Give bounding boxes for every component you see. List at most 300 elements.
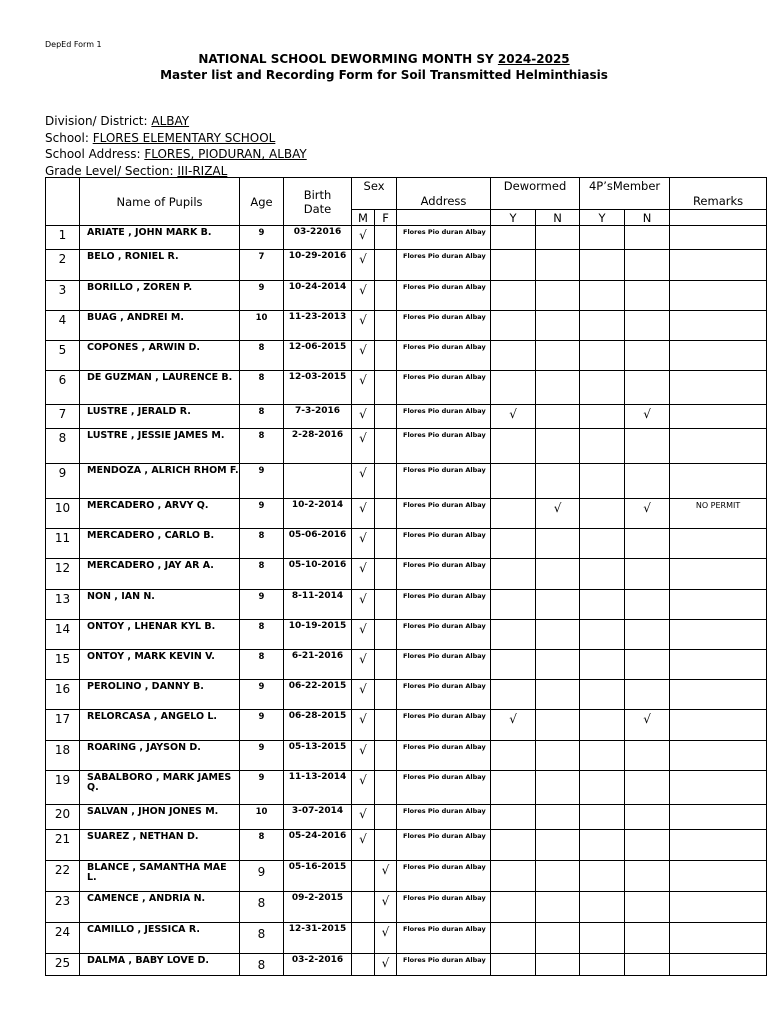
- fourps-yes: [580, 923, 625, 954]
- fourps-no: [625, 620, 670, 650]
- pupil-name: DALMA , BABY LOVE D.: [80, 954, 240, 976]
- fourps-no: [625, 830, 670, 861]
- table-row: [46, 464, 767, 499]
- table-row: [46, 954, 767, 976]
- birth-date: 05-10-2016: [284, 559, 352, 590]
- row-number: 19: [46, 771, 80, 805]
- header-4ps-no: N: [625, 210, 670, 226]
- fourps-no: [625, 371, 670, 405]
- sex-female: [375, 559, 397, 590]
- fourps-yes: [580, 429, 625, 464]
- sex-male: [352, 861, 375, 892]
- pupil-name: BELO , RONIEL R.: [80, 250, 240, 281]
- sex-female: [375, 405, 397, 429]
- remarks: [670, 371, 767, 405]
- sex-male: √: [352, 620, 375, 650]
- row-number: 4: [46, 311, 80, 341]
- table-row: [46, 529, 767, 559]
- table-row: [46, 250, 767, 281]
- birth-date: 11-13-2014: [284, 771, 352, 805]
- fourps-no: [625, 341, 670, 371]
- fourps-no: [625, 590, 670, 620]
- row-number: 20: [46, 805, 80, 830]
- remarks: [670, 281, 767, 311]
- birth-date: 10-19-2015: [284, 620, 352, 650]
- fourps-yes: [580, 529, 625, 559]
- table-row: [46, 861, 767, 892]
- row-number: 14: [46, 620, 80, 650]
- sex-female: [375, 620, 397, 650]
- fourps-yes: [580, 226, 625, 250]
- header-name: Name of Pupils: [80, 178, 240, 226]
- remarks: [670, 226, 767, 250]
- row-number: 6: [46, 371, 80, 405]
- pupil-name: ONTOY , LHENAR KYL B.: [80, 620, 240, 650]
- pupil-age: 8: [240, 830, 284, 861]
- fourps-yes: [580, 954, 625, 976]
- fourps-yes: [580, 311, 625, 341]
- sex-female: [375, 805, 397, 830]
- birth-date: 03-22016: [284, 226, 352, 250]
- dewormed-no: [536, 311, 580, 341]
- pupil-age: 9: [240, 710, 284, 741]
- pupil-address: Flores Pio duran Albay: [397, 529, 491, 559]
- pupil-address: Flores Pio duran Albay: [397, 771, 491, 805]
- dewormed-no: √: [536, 499, 580, 529]
- pupil-age: 8: [240, 341, 284, 371]
- sex-female: [375, 590, 397, 620]
- dewormed-no: [536, 892, 580, 923]
- pupil-age: 10: [240, 311, 284, 341]
- header-address: Address: [397, 178, 491, 210]
- fourps-no: [625, 741, 670, 771]
- table-row: [46, 923, 767, 954]
- pupil-age: 8: [240, 954, 284, 976]
- sex-female: [375, 429, 397, 464]
- fourps-no: [625, 311, 670, 341]
- pupil-name: NON , IAN N.: [80, 590, 240, 620]
- sex-male: √: [352, 371, 375, 405]
- fourps-yes: [580, 771, 625, 805]
- birth-date: 12-03-2015: [284, 371, 352, 405]
- table-row: [46, 429, 767, 464]
- fourps-no: √: [625, 405, 670, 429]
- header-dewormed: Dewormed: [491, 178, 580, 210]
- table-row: [46, 405, 767, 429]
- remarks: [670, 710, 767, 741]
- fourps-yes: [580, 620, 625, 650]
- pupil-age: 8: [240, 620, 284, 650]
- pupil-age: 8: [240, 529, 284, 559]
- remarks: NO PERMIT: [670, 499, 767, 529]
- fourps-yes: [580, 341, 625, 371]
- dewormed-yes: [491, 741, 536, 771]
- dewormed-no: [536, 529, 580, 559]
- pupil-age: 9: [240, 499, 284, 529]
- birth-date: 05-16-2015: [284, 861, 352, 892]
- pupil-address: Flores Pio duran Albay: [397, 650, 491, 680]
- pupil-address: Flores Pio duran Albay: [397, 805, 491, 830]
- form-label: DepEd Form 1: [45, 40, 102, 49]
- header-female: F: [375, 210, 397, 226]
- table-row: [46, 892, 767, 923]
- fourps-yes: [580, 499, 625, 529]
- pupil-age: 7: [240, 250, 284, 281]
- row-number: 15: [46, 650, 80, 680]
- header-dewormed-no: N: [536, 210, 580, 226]
- table-row: [46, 590, 767, 620]
- row-number: 3: [46, 281, 80, 311]
- dewormed-yes: [491, 226, 536, 250]
- dewormed-yes: [491, 281, 536, 311]
- dewormed-yes: [491, 620, 536, 650]
- dewormed-yes: √: [491, 405, 536, 429]
- pupil-address: Flores Pio duran Albay: [397, 371, 491, 405]
- dewormed-no: [536, 341, 580, 371]
- table-row: [46, 311, 767, 341]
- dewormed-yes: [491, 650, 536, 680]
- pupil-name: DE GUZMAN , LAURENCE B.: [80, 371, 240, 405]
- row-number: 9: [46, 464, 80, 499]
- pupil-address: Flores Pio duran Albay: [397, 861, 491, 892]
- grade-value: III-RIZAL: [177, 163, 228, 178]
- row-number: 1: [46, 226, 80, 250]
- sex-female: [375, 311, 397, 341]
- pupil-address: Flores Pio duran Albay: [397, 590, 491, 620]
- table-row: [46, 559, 767, 590]
- pupil-name: SALVAN , JHON JONES M.: [80, 805, 240, 830]
- table-row: [46, 830, 767, 861]
- pupil-name: SABALBORO , MARK JAMES Q.: [80, 771, 240, 805]
- sex-male: √: [352, 771, 375, 805]
- fourps-no: [625, 680, 670, 710]
- pupil-name: MERCADERO , JAY AR A.: [80, 559, 240, 590]
- dewormed-yes: [491, 499, 536, 529]
- fourps-no: [625, 954, 670, 976]
- sex-male: √: [352, 281, 375, 311]
- remarks: [670, 311, 767, 341]
- fourps-no: [625, 250, 670, 281]
- dewormed-no: [536, 464, 580, 499]
- dewormed-no: [536, 250, 580, 281]
- sex-male: √: [352, 590, 375, 620]
- dewormed-no: [536, 590, 580, 620]
- table-row: [46, 680, 767, 710]
- dewormed-yes: [491, 771, 536, 805]
- pupil-address: Flores Pio duran Albay: [397, 559, 491, 590]
- dewormed-yes: [491, 311, 536, 341]
- sex-female: √: [375, 861, 397, 892]
- table-row: [46, 771, 767, 805]
- fourps-yes: [580, 281, 625, 311]
- header-remarks-sub: [670, 210, 767, 226]
- sex-female: [375, 464, 397, 499]
- header-4ps-yes: Y: [580, 210, 625, 226]
- sex-male: [352, 923, 375, 954]
- pupil-address: Flores Pio duran Albay: [397, 830, 491, 861]
- document-subtitle: Master list and Recording Form for Soil Transmitted Helminthiasis: [160, 68, 608, 82]
- table-row: [46, 341, 767, 371]
- dewormed-no: [536, 861, 580, 892]
- dewormed-no: [536, 371, 580, 405]
- dewormed-no: [536, 559, 580, 590]
- dewormed-yes: [491, 830, 536, 861]
- birth-date: [284, 464, 352, 499]
- header-dewormed-yes: Y: [491, 210, 536, 226]
- pupil-age: 8: [240, 650, 284, 680]
- dewormed-yes: [491, 590, 536, 620]
- birth-date: 06-28-2015: [284, 710, 352, 741]
- dewormed-no: [536, 405, 580, 429]
- dewormed-yes: √: [491, 710, 536, 741]
- fourps-yes: [580, 559, 625, 590]
- fourps-no: [625, 650, 670, 680]
- sex-female: [375, 529, 397, 559]
- sex-male: √: [352, 529, 375, 559]
- row-number: 23: [46, 892, 80, 923]
- sex-female: [375, 281, 397, 311]
- fourps-no: [625, 771, 670, 805]
- row-number: 7: [46, 405, 80, 429]
- division-value: ALBAY: [151, 114, 190, 128]
- pupil-name: BORILLO , ZOREN P.: [80, 281, 240, 311]
- dewormed-yes: [491, 559, 536, 590]
- sex-male: √: [352, 226, 375, 250]
- birth-date: 11-23-2013: [284, 311, 352, 341]
- birth-date: 10-2-2014: [284, 499, 352, 529]
- school-value: FLORES ELEMENTARY SCHOOL: [92, 130, 276, 145]
- birth-date: 8-11-2014: [284, 590, 352, 620]
- row-number: 8: [46, 429, 80, 464]
- birth-date: 12-31-2015: [284, 923, 352, 954]
- sex-female: [375, 499, 397, 529]
- fourps-no: [625, 923, 670, 954]
- pupil-name: MENDOZA , ALRICH RHOM F.: [80, 464, 240, 499]
- pupil-address: Flores Pio duran Albay: [397, 250, 491, 281]
- pupil-name: BLANCE , SAMANTHA MAE L.: [80, 861, 240, 892]
- row-number: 5: [46, 341, 80, 371]
- sex-female: [375, 650, 397, 680]
- title-prefix: NATIONAL SCHOOL DEWORMING MONTH SY: [198, 52, 498, 66]
- pupil-age: 8: [240, 923, 284, 954]
- sex-male: √: [352, 830, 375, 861]
- table-row: [46, 710, 767, 741]
- dewormed-no: [536, 805, 580, 830]
- table-row: [46, 499, 767, 529]
- fourps-yes: [580, 861, 625, 892]
- pupil-age: 9: [240, 680, 284, 710]
- header-number: [46, 178, 80, 226]
- pupil-age: 9: [240, 590, 284, 620]
- remarks: [670, 405, 767, 429]
- fourps-yes: [580, 371, 625, 405]
- birth-date: 03-2-2016: [284, 954, 352, 976]
- sex-male: √: [352, 559, 375, 590]
- sex-female: [375, 250, 397, 281]
- fourps-no: [625, 861, 670, 892]
- row-number: 2: [46, 250, 80, 281]
- pupil-address: Flores Pio duran Albay: [397, 281, 491, 311]
- pupil-address: Flores Pio duran Albay: [397, 620, 491, 650]
- sex-female: √: [375, 923, 397, 954]
- row-number: 16: [46, 680, 80, 710]
- dewormed-yes: [491, 861, 536, 892]
- remarks: [670, 830, 767, 861]
- sex-male: √: [352, 464, 375, 499]
- title-year: 2024-2025: [497, 52, 570, 66]
- pupil-age: 9: [240, 771, 284, 805]
- sex-male: √: [352, 680, 375, 710]
- pupil-name: PEROLINO , DANNY B.: [80, 680, 240, 710]
- birth-date: 09-2-2015: [284, 892, 352, 923]
- sex-male: √: [352, 805, 375, 830]
- fourps-no: [625, 529, 670, 559]
- pupil-address: Flores Pio duran Albay: [397, 680, 491, 710]
- pupil-address: Flores Pio duran Albay: [397, 892, 491, 923]
- pupil-name: LUSTRE , JERALD R.: [80, 405, 240, 429]
- pupil-name: CAMILLO , JESSICA R.: [80, 923, 240, 954]
- pupil-name: SUAREZ , NETHAN D.: [80, 830, 240, 861]
- remarks: [670, 680, 767, 710]
- remarks: [670, 559, 767, 590]
- sex-male: √: [352, 650, 375, 680]
- birth-date: 05-13-2015: [284, 741, 352, 771]
- pupil-address: Flores Pio duran Albay: [397, 954, 491, 976]
- pupil-name: BUAG , ANDREI M.: [80, 311, 240, 341]
- pupil-age: 9: [240, 226, 284, 250]
- remarks: [670, 429, 767, 464]
- birth-date: 2-28-2016: [284, 429, 352, 464]
- address-line: School Address: FLORES, PIODURAN, ALBAY: [45, 147, 307, 161]
- fourps-yes: [580, 710, 625, 741]
- fourps-no: [625, 429, 670, 464]
- remarks: [670, 590, 767, 620]
- pupil-address: Flores Pio duran Albay: [397, 341, 491, 371]
- fourps-no: [625, 464, 670, 499]
- sex-female: [375, 710, 397, 741]
- fourps-yes: [580, 741, 625, 771]
- sex-female: [375, 341, 397, 371]
- header-4ps-member: 4P’sMember: [580, 178, 670, 210]
- address-value: FLORES, PIODURAN, ALBAY: [144, 147, 307, 161]
- birth-date: 06-22-2015: [284, 680, 352, 710]
- fourps-no: [625, 281, 670, 311]
- fourps-yes: [580, 405, 625, 429]
- row-number: 21: [46, 830, 80, 861]
- table-row: [46, 805, 767, 830]
- dewormed-no: [536, 650, 580, 680]
- pupil-address: Flores Pio duran Albay: [397, 499, 491, 529]
- pupil-address: Flores Pio duran Albay: [397, 405, 491, 429]
- dewormed-yes: [491, 954, 536, 976]
- sex-male: √: [352, 741, 375, 771]
- dewormed-yes: [491, 680, 536, 710]
- birth-date: 10-24-2014: [284, 281, 352, 311]
- pupil-name: ARIATE , JOHN MARK B.: [80, 226, 240, 250]
- fourps-yes: [580, 680, 625, 710]
- remarks: [670, 861, 767, 892]
- pupil-address: Flores Pio duran Albay: [397, 741, 491, 771]
- pupil-address: Flores Pio duran Albay: [397, 429, 491, 464]
- table-row: [46, 741, 767, 771]
- dewormed-no: [536, 429, 580, 464]
- header-sex: Sex: [352, 178, 397, 210]
- sex-male: √: [352, 311, 375, 341]
- remarks: [670, 341, 767, 371]
- sex-female: [375, 771, 397, 805]
- row-number: 22: [46, 861, 80, 892]
- sex-female: [375, 371, 397, 405]
- dewormed-no: [536, 771, 580, 805]
- dewormed-no: [536, 923, 580, 954]
- table-row: [46, 281, 767, 311]
- table-row: [46, 371, 767, 405]
- fourps-yes: [580, 250, 625, 281]
- remarks: [670, 923, 767, 954]
- table-row: [46, 620, 767, 650]
- remarks: [670, 620, 767, 650]
- birth-date: 10-29-2016: [284, 250, 352, 281]
- fourps-no: √: [625, 499, 670, 529]
- pupil-address: Flores Pio duran Albay: [397, 923, 491, 954]
- header-birth-date: Birth Date: [284, 178, 352, 226]
- birth-date: 05-06-2016: [284, 529, 352, 559]
- fourps-no: [625, 892, 670, 923]
- sex-female: √: [375, 954, 397, 976]
- dewormed-yes: [491, 250, 536, 281]
- dewormed-no: [536, 226, 580, 250]
- pupil-name: CAMENCE , ANDRIA N.: [80, 892, 240, 923]
- pupil-name: COPONES , ARWIN D.: [80, 341, 240, 371]
- remarks: [670, 741, 767, 771]
- pupil-name: LUSTRE , JESSIE JAMES M.: [80, 429, 240, 464]
- pupil-age: 9: [240, 464, 284, 499]
- pupil-age: 8: [240, 405, 284, 429]
- fourps-yes: [580, 892, 625, 923]
- header-remarks: Remarks: [670, 178, 767, 210]
- pupil-age: 10: [240, 805, 284, 830]
- sex-male: √: [352, 405, 375, 429]
- sex-female: [375, 680, 397, 710]
- remarks: [670, 250, 767, 281]
- document-title: [0, 52, 768, 66]
- remarks: [670, 464, 767, 499]
- dewormed-no: [536, 954, 580, 976]
- birth-date: 6-21-2016: [284, 650, 352, 680]
- fourps-no: [625, 559, 670, 590]
- sex-female: [375, 741, 397, 771]
- remarks: [670, 771, 767, 805]
- grade-line: Grade Level/ Section: III-RIZAL: [45, 163, 228, 178]
- fourps-yes: [580, 805, 625, 830]
- dewormed-no: [536, 830, 580, 861]
- dewormed-no: [536, 620, 580, 650]
- pupil-age: 8: [240, 429, 284, 464]
- sex-female: √: [375, 892, 397, 923]
- fourps-no: √: [625, 710, 670, 741]
- row-number: 18: [46, 741, 80, 771]
- sex-male: √: [352, 710, 375, 741]
- row-number: 11: [46, 529, 80, 559]
- fourps-yes: [580, 650, 625, 680]
- birth-date: 12-06-2015: [284, 341, 352, 371]
- remarks: [670, 529, 767, 559]
- pupil-name: MERCADERO , ARVY Q.: [80, 499, 240, 529]
- school-line: School: FLORES ELEMENTARY SCHOOL: [45, 130, 276, 145]
- sex-male: √: [352, 250, 375, 281]
- dewormed-yes: [491, 892, 536, 923]
- sex-male: √: [352, 341, 375, 371]
